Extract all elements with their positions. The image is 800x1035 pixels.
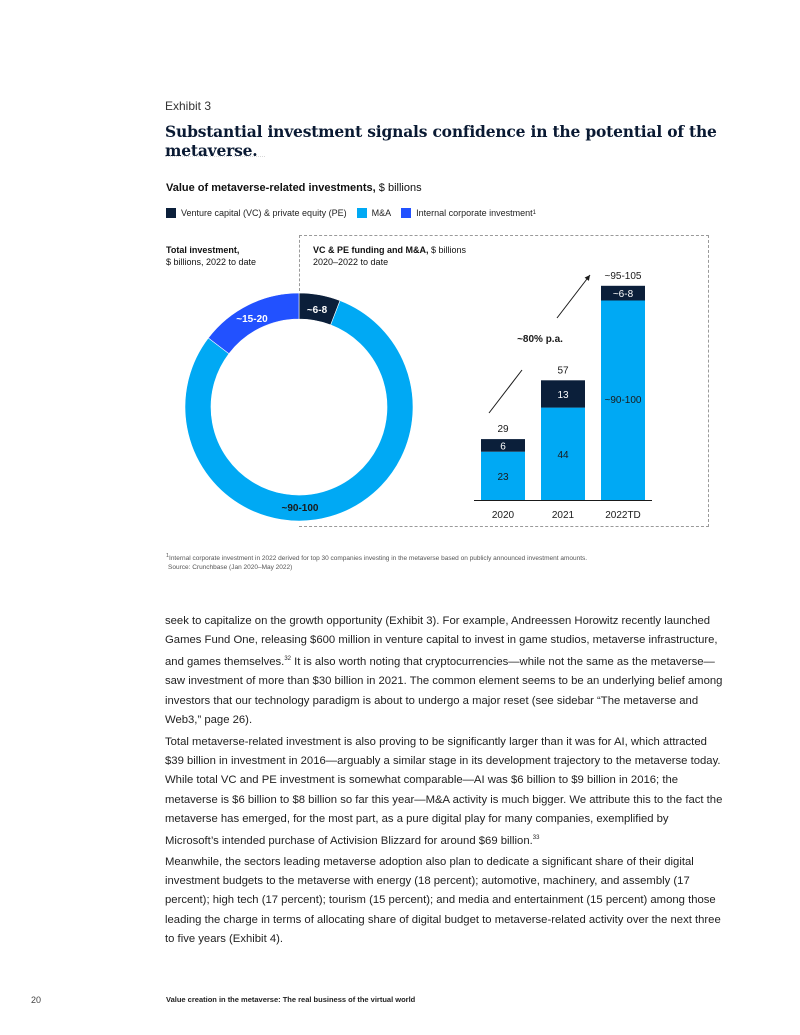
donut-header-line1: Total investment, [166, 245, 240, 255]
bar-value-label: 44 [557, 449, 569, 461]
p2-text: Total metaverse-related investment is also proving to be significantly larger than it was for AI, which attracted $39 billion in investment in 2016—arguably a similar stage in its development trajectory to the metaverse today. While total VC and PE investment is somewhat comparable—AI was $6 billion to $9 billion in 2016; the metaverse is $6 billion to $8 billion so far this year—M&A activity is much bigger. We attribute this to the fact the metaverse has emerged, for the most part, as a pure digital play for many companies, exemplified by Microsoft’s intended purchase of Activision Blizzard for around $69 billion. [165, 736, 723, 847]
footnote-source: Source: Crunchbase (Jan 2020–May 2022) [168, 564, 293, 572]
exhibit-title: Substantial investment signals confidence in the potential of the metaverse. [165, 122, 717, 160]
legend-label: M&A [371, 208, 392, 218]
bar-total-label: 57 [557, 365, 569, 377]
bar-total-label: ~95-105 [604, 270, 642, 282]
bar-header-line2: 2020–2022 to date [313, 257, 389, 267]
footnote-mark: 1 [166, 553, 170, 559]
exhibit-label: Exhibit 3 [165, 99, 212, 113]
page-number: 20 [31, 995, 42, 1005]
body-paragraph-3: Meanwhile, the sectors leading metaverse adoption also plan to dedicate a significant share of their digital investment budgets to the metaverse with energy (18 percent); automotive, machinery, and assembly (17 percent); high tech (17 percent); tourism (15 percent); and media and entertainment (15 percent) among those leading the charge in terms of allocating share of digital budget to metaverse-related activity over the next three to five years (Exhibit 4). [165, 856, 721, 945]
footnote-ref-32: 32 [284, 656, 291, 663]
donut-label: ~15-20 [236, 314, 268, 325]
legend-footnote-mark: 1 [532, 210, 536, 216]
bar-value-label: 6 [500, 441, 506, 453]
bar-category-label: 2020 [491, 510, 515, 521]
footnote-text: Internal corporate investment in 2022 derived for top 30 companies investing in the metaverse based on publicly announced investment amounts. [169, 555, 588, 563]
bar-value-label: ~6-8 [612, 289, 634, 301]
donut-header-line2: $ billions, 2022 to date [166, 257, 257, 267]
running-title: Value creation in the metaverse: The real business of the virtual world [166, 995, 416, 1004]
p1-text-b: It is also worth noting that cryptocurrencies—while not the same as the metaverse—saw investment of more than $30 billion in 2021. The common element seems to be an underlying belief among investors that our technology paradigm is about to undergo a major reset (see sidebar “The metaverse and Web3,” page 26). [165, 656, 723, 726]
bar-value-label: ~90-100 [604, 395, 642, 406]
chart-title-bold: Value of metaverse-related investments, [166, 182, 376, 194]
footnote [166, 552, 587, 572]
chart-title-unit: $ billions [375, 182, 422, 194]
legend-label: Internal corporate investment [416, 208, 533, 218]
bar-header-bold: VC & PE funding and M&A, [313, 245, 429, 255]
donut-label: ~90-100 [281, 503, 319, 514]
bar-header-unit: $ billions [428, 245, 467, 255]
legend-label: Venture capital (VC) & private equity (PE) [181, 208, 347, 218]
bar-category-label: 2022TD [605, 510, 641, 521]
body-paragraph-2 [165, 733, 725, 851]
growth-arrow-lower [489, 370, 522, 413]
donut-label: ~6-8 [306, 305, 328, 316]
growth-annotation: ~80% p.a. [517, 334, 563, 345]
body-paragraph-1 [165, 612, 725, 730]
p1-text-a: seek to capitalize on the growth opportunity (Exhibit 3). For example, Andreessen Horowitz recently launched Games Fund One, releasing $600 million in venture capital to invest in game studios, metaverse infrastructure, and games themselves. [165, 615, 718, 669]
bar-total-label: 29 [497, 424, 509, 436]
bar-category-label: 2021 [551, 510, 575, 521]
growth-arrow-upper [557, 275, 590, 318]
footnote-note [166, 552, 587, 563]
bar-value-label: 13 [557, 389, 569, 401]
bar-value-label: 23 [497, 471, 509, 483]
growth-arrow-head [585, 275, 590, 281]
footnote-ref-33: 33 [532, 835, 540, 842]
